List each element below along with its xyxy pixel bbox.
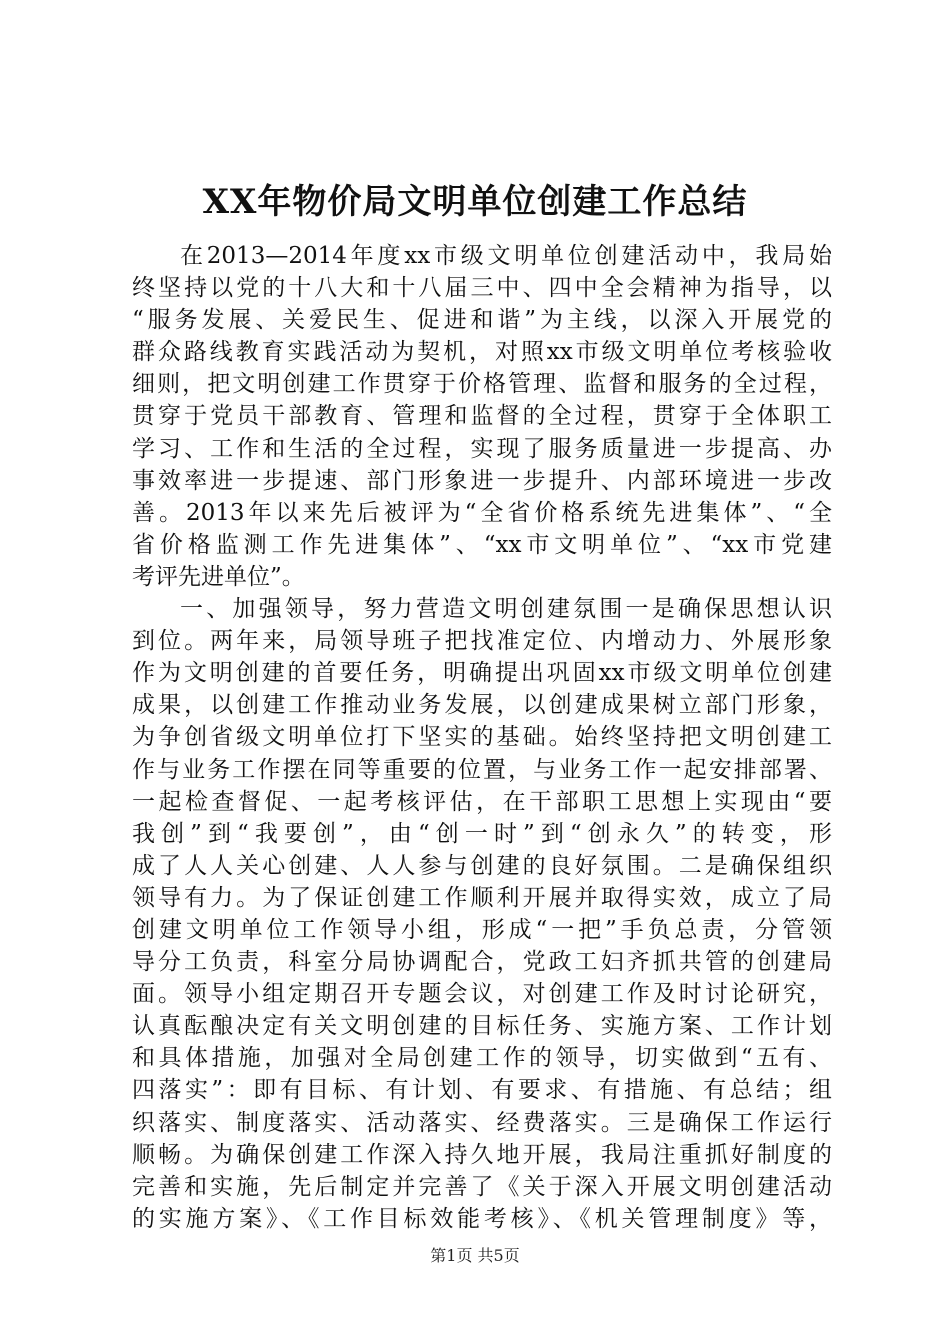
- document-body: [132, 240, 832, 1235]
- text-line: 顺畅。为确保创建工作深入持久地开展，我局注重抓好制度的: [132, 1141, 832, 1168]
- text-line: 群众路线教育实践活动为契机，对照xx市级文明单位考核验收: [132, 339, 832, 366]
- text-line: 到位。两年来，局领导班子把找准定位、内增动力、外展形象: [132, 628, 832, 655]
- text-line: 省价格监测工作先进集体”、“xx市文明单位”、“xx市党建: [132, 531, 832, 558]
- text-line: 为争创省级文明单位打下坚实的基础。始终坚持把文明创建工: [132, 724, 832, 751]
- page-title: XX年物价局文明单位创建工作总结: [202, 182, 748, 222]
- text-line: 作与业务工作摆在同等重要的位置，与业务工作一起安排部署、: [132, 756, 832, 783]
- text-line: 在2013—2014年度xx市级文明单位创建活动中，我局始: [180, 243, 832, 269]
- text-line: 认真酝酿决定有关文明创建的目标任务、实施方案、工作计划: [132, 1013, 832, 1040]
- text-line: “服务发展、关爱民生、促进和谐”为主线，以深入开展党的: [132, 307, 832, 334]
- text-line: 学习、工作和生活的全过程，实现了服务质量进一步提高、办: [132, 435, 832, 462]
- text-line: 我创”到“我要创”，由“创一时”到“创永久”的转变，形: [132, 820, 832, 847]
- text-line: 作为文明创建的首要任务，明确提出巩固xx市级文明单位创建: [132, 660, 832, 687]
- text-line: 领导有力。为了保证创建工作顺利开展并取得实效，成立了局: [132, 884, 832, 911]
- text-line: 善。2013年以来先后被评为“全省价格系统先进集体”、“全: [132, 499, 832, 526]
- text-line: 考评先进单位”。: [132, 563, 305, 590]
- text-line: 创建文明单位工作领导小组，形成“一把”手负总责，分管领: [132, 916, 832, 943]
- paragraph: [132, 593, 832, 1235]
- text-line: 完善和实施，先后制定并完善了《关于深入开展文明创建活动: [132, 1173, 832, 1200]
- text-line: 一起检查督促、一起考核评估，在干部职工思想上实现由“要: [132, 788, 832, 815]
- page-footer: 第1页 共5页: [430, 1246, 520, 1265]
- text-line: 贯穿于党员干部教育、管理和监督的全过程，贯穿于全体职工: [132, 403, 832, 430]
- text-line: 一、加强领导，努力营造文明创建氛围一是确保思想认识: [180, 596, 832, 623]
- text-line: 和具体措施，加强对全局创建工作的领导，切实做到“五有、: [132, 1045, 832, 1072]
- text-line: 细则，把文明创建工作贯穿于价格管理、监督和服务的全过程，: [132, 371, 832, 398]
- text-line: 导分工负责，科室分局协调配合，党政工妇齐抓共管的创建局: [132, 949, 832, 976]
- text-line: 成了人人关心创建、人人参与创建的良好氛围。二是确保组织: [132, 852, 832, 879]
- paragraph: [132, 240, 832, 593]
- text-line: 终坚持以党的十八大和十八届三中、四中全会精神为指导，以: [132, 275, 832, 302]
- text-line: 面。领导小组定期召开专题会议，对创建工作及时讨论研究，: [132, 981, 832, 1008]
- text-line: 成果，以创建工作推动业务发展，以创建成果树立部门形象，: [132, 692, 832, 719]
- text-line: 四落实”：即有目标、有计划、有要求、有措施、有总结；组: [132, 1077, 832, 1104]
- text-line: 事效率进一步提速、部门形象进一步提升、内部环境进一步改: [132, 467, 832, 494]
- text-line: 织落实、制度落实、活动落实、经费落实。三是确保工作运行: [132, 1109, 832, 1136]
- text-line: 的实施方案》、《工作目标效能考核》、《机关管理制度》等，: [132, 1205, 832, 1232]
